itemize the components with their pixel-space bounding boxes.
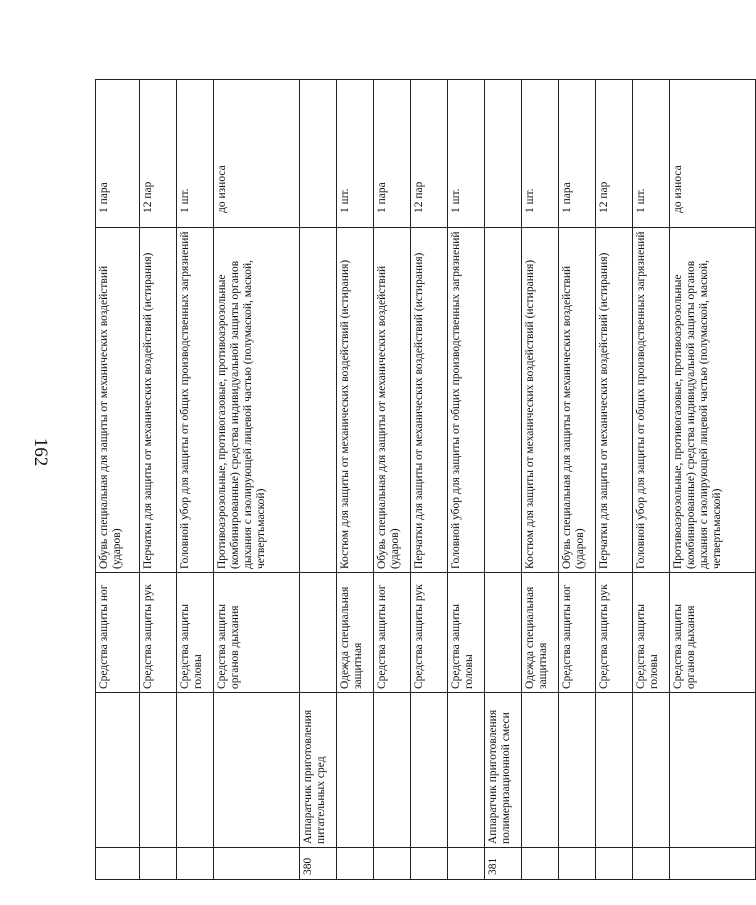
ppe-type-cell	[300, 573, 337, 693]
table-row	[96, 80, 140, 880]
table-row	[670, 80, 756, 880]
table-row	[140, 80, 177, 880]
row-number-cell: 381	[485, 848, 522, 880]
ppe-type-cell: Средства защиты головы	[633, 573, 670, 693]
profession-name-cell	[374, 693, 411, 848]
ppe-description-cell: Перчатки для защиты от механических воздействий (истирания)	[596, 228, 633, 573]
row-number-cell	[140, 848, 177, 880]
ppe-description-cell: Головной убор для защиты от общих производственных загрязнений	[633, 228, 670, 573]
issue-norm-cell: 12 пар	[140, 80, 177, 228]
issue-norm-cell: 1 пара	[374, 80, 411, 228]
ppe-description-cell: Головной убор для защиты от общих производственных загрязнений	[177, 228, 214, 573]
profession-name-cell	[559, 693, 596, 848]
table-row	[448, 80, 485, 880]
ppe-description-cell: Головной убор для защиты от общих производственных загрязнений	[448, 228, 485, 573]
issue-norm-cell: 1 шт.	[633, 80, 670, 228]
table-row	[559, 80, 596, 880]
row-number-cell	[559, 848, 596, 880]
table-row	[214, 80, 300, 880]
table-row	[522, 80, 559, 880]
table-row	[633, 80, 670, 880]
table-row	[374, 80, 411, 880]
ppe-type-cell: Одежда специальная защитная	[522, 573, 559, 693]
ppe-table-body	[96, 80, 756, 880]
issue-norm-cell	[300, 80, 337, 228]
ppe-type-cell: Средства защиты рук	[140, 573, 177, 693]
row-number-cell	[337, 848, 374, 880]
ppe-description-cell	[485, 228, 522, 573]
profession-name-cell	[411, 693, 448, 848]
issue-norm-cell: 1 шт.	[177, 80, 214, 228]
profession-name-cell	[337, 693, 374, 848]
ppe-type-cell: Средства защиты головы	[448, 573, 485, 693]
row-number-cell	[670, 848, 756, 880]
row-number-cell	[96, 848, 140, 880]
profession-name-cell	[214, 693, 300, 848]
issue-norm-cell	[485, 80, 522, 228]
issue-norm-cell: 12 пар	[411, 80, 448, 228]
profession-name-cell: Аппаратчик приготовления питательных сред	[300, 693, 337, 848]
ppe-description-cell: Перчатки для защиты от механических воздействий (истирания)	[140, 228, 177, 573]
issue-norm-cell: 1 пара	[96, 80, 140, 228]
row-number-cell: 380	[300, 848, 337, 880]
profession-name-cell: Аппаратчик приготовления полимеризационной смеси	[485, 693, 522, 848]
issue-norm-cell: 12 пар	[596, 80, 633, 228]
table-row	[177, 80, 214, 880]
ppe-table-wrapper	[95, 80, 723, 880]
ppe-description-cell: Обувь специальная для защиты от механических воздействий (ударов)	[559, 228, 596, 573]
row-number-cell	[374, 848, 411, 880]
row-number-cell	[633, 848, 670, 880]
ppe-type-cell: Средства защиты ног	[559, 573, 596, 693]
page-number: 162	[30, 437, 51, 467]
row-number-cell	[448, 848, 485, 880]
ppe-type-cell: Одежда специальная защитная	[337, 573, 374, 693]
table-row	[596, 80, 633, 880]
issue-norm-cell: 1 шт.	[337, 80, 374, 228]
issue-norm-cell: до износа	[670, 80, 756, 228]
ppe-type-cell: Средства защиты ног	[96, 573, 140, 693]
profession-name-cell	[596, 693, 633, 848]
ppe-type-cell: Средства защиты органов дыхания	[214, 573, 300, 693]
row-number-cell	[177, 848, 214, 880]
profession-name-cell	[670, 693, 756, 848]
row-number-cell	[214, 848, 300, 880]
row-number-cell	[522, 848, 559, 880]
ppe-description-cell	[300, 228, 337, 573]
ppe-type-cell: Средства защиты органов дыхания	[670, 573, 756, 693]
ppe-table	[95, 79, 756, 880]
ppe-type-cell	[485, 573, 522, 693]
ppe-type-cell: Средства защиты ног	[374, 573, 411, 693]
profession-name-cell	[633, 693, 670, 848]
profession-name-cell	[448, 693, 485, 848]
issue-norm-cell: до износа	[214, 80, 300, 228]
issue-norm-cell: 1 пара	[559, 80, 596, 228]
ppe-description-cell: Костюм для защиты от механических воздействий (истирания)	[337, 228, 374, 573]
profession-name-cell	[140, 693, 177, 848]
issue-norm-cell: 1 шт.	[522, 80, 559, 228]
table-row	[337, 80, 374, 880]
profession-name-cell	[177, 693, 214, 848]
ppe-description-cell: Перчатки для защиты от механических воздействий (истирания)	[411, 228, 448, 573]
row-number-cell	[596, 848, 633, 880]
table-row	[300, 80, 337, 880]
ppe-type-cell: Средства защиты рук	[411, 573, 448, 693]
profession-name-cell	[522, 693, 559, 848]
issue-norm-cell: 1 шт.	[448, 80, 485, 228]
table-row	[411, 80, 448, 880]
ppe-description-cell: Противоаэрозольные, противогазовые, противоаэрозольные (комбинированные) средства индивидуальной защиты органов дыхания с изолирующей лицевой частью (полумаской, маской, четвертьмаской)	[670, 228, 756, 573]
ppe-description-cell: Обувь специальная для защиты от механических воздействий (ударов)	[374, 228, 411, 573]
row-number-cell	[411, 848, 448, 880]
ppe-description-cell: Костюм для защиты от механических воздействий (истирания)	[522, 228, 559, 573]
profession-name-cell	[96, 693, 140, 848]
table-row	[485, 80, 522, 880]
ppe-description-cell: Обувь специальная для защиты от механических воздействий (ударов)	[96, 228, 140, 573]
ppe-type-cell: Средства защиты рук	[596, 573, 633, 693]
ppe-description-cell: Противоаэрозольные, противогазовые, противоаэрозольные (комбинированные) средства индивидуальной защиты органов дыхания с изолирующей лицевой частью (полумаской, маской, четвертьмаской)	[214, 228, 300, 573]
ppe-type-cell: Средства защиты головы	[177, 573, 214, 693]
